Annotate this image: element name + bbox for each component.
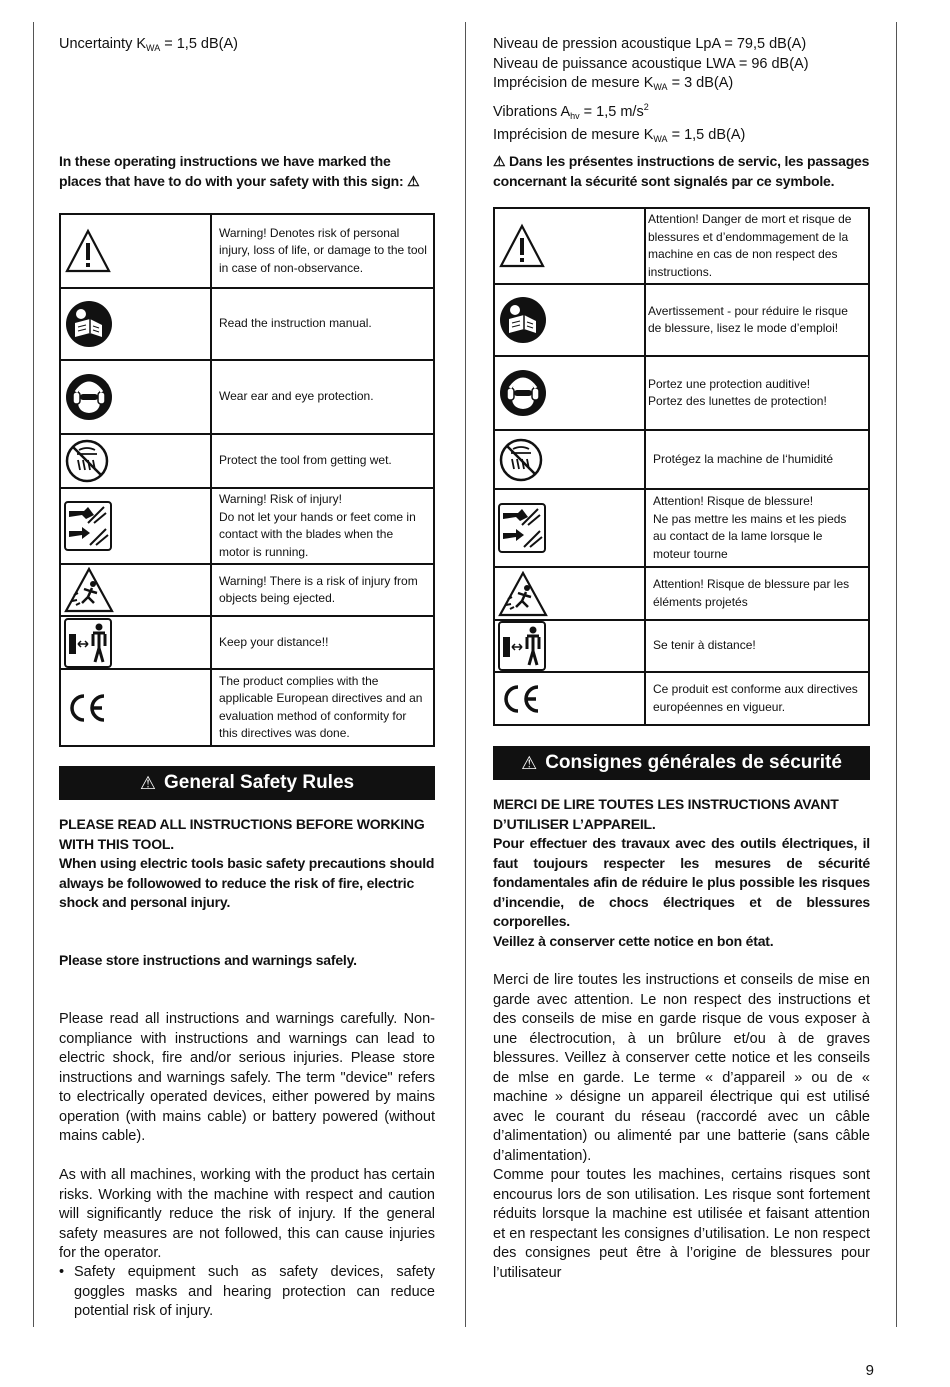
body-paragraph: Merci de lire toutes les instructions et conseils de mise en garde avec attention. Le non respect des instructions et des conseils de mise en garde risque de vous exposer à une électrocution, à un brûlure et/ou à de graves blessures. Veillez à conserver cette notice et les conseils de mlse en garde. Le terme « d’appareil » ou de « machine » désigne un appareil électrique qui est utilisé avec le courant du réseau (raccordé avec un câble d’alimentation) ou alimenté par une batterie (sans câble d’alimentation). [493,972,870,1164]
symbol-row [60,616,434,669]
keep-distance-icon [64,618,210,668]
symbol-text: Ce produit est conforme aux directives européennes en vigueur. [645,672,869,725]
symbol-row [494,430,869,489]
symbol-text: Wear ear and eye protection. [211,360,434,434]
symbol-row [494,208,869,284]
right-margin-rule [896,22,897,1327]
banner-title: General Safety Rules [164,772,355,793]
ce-mark-icon [498,681,644,717]
section-banner [59,766,435,800]
symbol-text: Protégez la machine de l‘humidité [645,430,869,489]
symbol-text: Attention! Risque de blessure par les éléments projetés [645,567,869,620]
spec-line: Niveau de pression acoustique LpA = 79,5 dB(A) [493,36,807,52]
read-instructions-heading: PLEASE READ ALL INSTRUCTIONS BEFORE WORKING WITH THIS TOOL. [59,816,425,852]
center-rule [465,22,466,1327]
read-instructions-heading: MERCI DE LIRE TOUTES LES INSTRUCTIONS AVANT D’UTILISER L’APPAREIL. [493,796,839,832]
spec-line: Imprécision de mesure $K_{WA} = 3$ dB(A) [493,75,734,93]
symbol-text: Portez une protection auditive! Portez des lunettes de protection! [645,356,869,430]
symbol-row [60,214,434,288]
ear-eye-protection-icon [498,368,644,418]
body-paragraph: Comme pour toutes les machines, certains risques sont encourus lors de son utilisation. Les risque sont fortement réduits lorsque la machine est utilisée et faisant attention et en respectant les consignes d’utilisation. Le non respect des consignes peut être à l’origine de blessures pour l’utilisateur [493,1167,870,1281]
store-instructions-text: Veillez à conserver cette notice en bon état. [493,933,774,949]
symbol-row [60,488,434,564]
symbol-row [60,288,434,360]
section-banner [493,746,870,780]
ejected-objects-icon [64,567,210,613]
symbol-table [493,207,870,726]
list-item: • Safety equipment such as safety devices, safety goggles masks and hearing protection can reduce potential risk of injury. [74,1263,435,1322]
safety-sign-intro: In these operating instructions we have marked the places that have to do with your safety with this sign: ⚠ [59,153,420,189]
symbol-row [60,434,434,488]
safety-precautions-text: When using electric tools basic safety precautions should always be followowed to reduce the risk of fire, electric shock and personal injury. [59,855,435,911]
symbol-text: Protect the tool from getting wet. [211,434,434,488]
body-paragraph: Please read all instructions and warnings carefully. Non-compliance with instructions and warnings can lead to electric shock, fire and/or serious injuries. Please store instructions and warnings safely. The term "device" refers to electrically operated devices, either powered by mains operation (with mains cable) or battery powered (without mains cable). [59,1011,435,1144]
body-paragraph: As with all machines, working with the product has certain risks. Working with the machine with respect and caution will significantly reduce the risk of injury. If the general safety measures are not followed, this can cause injuries for the operator. [59,1167,435,1261]
spec-line: Niveau de puissance acoustique LWA = 96 dB(A) [493,55,809,72]
spec-block [493,35,870,150]
ce-mark-icon [64,690,210,726]
keep-distance-icon [498,621,644,671]
read-manual-icon [64,299,210,349]
spec-block [59,35,435,59]
warning-triangle-icon [64,227,210,275]
symbol-text: Attention! Danger de mort et risque de blessures et d’endommagement de la machine en cas de non respect des instructions. [645,208,869,284]
blade-hands-feet-icon [498,503,644,553]
bullet-list [59,1263,435,1322]
symbol-row [494,620,869,672]
ear-eye-protection-icon [64,372,210,422]
safety-precautions-text: Pour effectuer des travaux avec des outils électriques, il faut toujours respecter les mesures de sécurité fondamentales afin de réduire le plus possible les risques d’incendie, de chocs électriques et de blessures corporelles. [493,835,870,930]
symbol-text: Warning! Denotes risk of personal injury, loss of life, or damage to the tool in case of non-observance. [211,214,434,288]
symbol-row [494,567,869,620]
symbol-row [494,489,869,567]
symbol-row [494,672,869,725]
spec-line: Uncertainty $K_{WA} = 1,5$ dB(A) [59,36,238,53]
symbol-text: Se tenir à distance! [645,620,869,672]
blade-hands-feet-icon [64,501,210,551]
symbol-text: Avertissement - pour réduire le risque de blessure, lisez le mode d’emploi! [645,284,869,356]
warning-triangle-icon: ⚠ [521,752,538,773]
left-margin-rule [33,22,34,1327]
symbol-row [60,669,434,746]
safety-sign-intro: ⚠ Dans les présentes instructions de servic, les passages concernant la sécurité sont signalés par ce symbole. [493,153,870,189]
symbol-text: The product complies with the applicable European directives and an evaluation method of conformity for this directives was done. [211,669,434,746]
symbol-row [494,356,869,430]
symbol-row [60,564,434,616]
symbol-text: Read the instruction manual. [211,288,434,360]
symbol-text: Keep your distance!! [211,616,434,669]
warning-triangle-icon: ⚠ [139,772,157,793]
page-number: 9 [865,1362,874,1379]
no-rain-icon [498,437,644,483]
symbol-text: Attention! Risque de blessure! Ne pas mettre les mains et les pieds au contact de la lame lorsque le moteur tourne [645,489,869,567]
warning-triangle-icon [498,222,644,270]
ejected-objects-icon [498,571,644,617]
no-rain-icon [64,438,210,484]
symbol-text: Warning! Risk of injury! Do not let your hands or feet come in contact with the blades when the motor is running. [211,488,434,564]
symbol-row [60,360,434,434]
symbol-table [59,213,435,747]
spec-line: Vibrations $A_{hv} = 1,5$ $m/s^2$ [493,101,649,121]
store-instructions-text: Please store instructions and warnings safely. [59,952,357,968]
banner-title: Consignes générales de sécurité [545,752,842,773]
spec-line: Imprécision de mesure $K_{WA} = 1,5$ dB(A) [493,127,746,145]
symbol-row [494,284,869,356]
symbol-text: Warning! There is a risk of injury from objects being ejected. [211,564,434,616]
read-manual-icon [498,295,644,345]
